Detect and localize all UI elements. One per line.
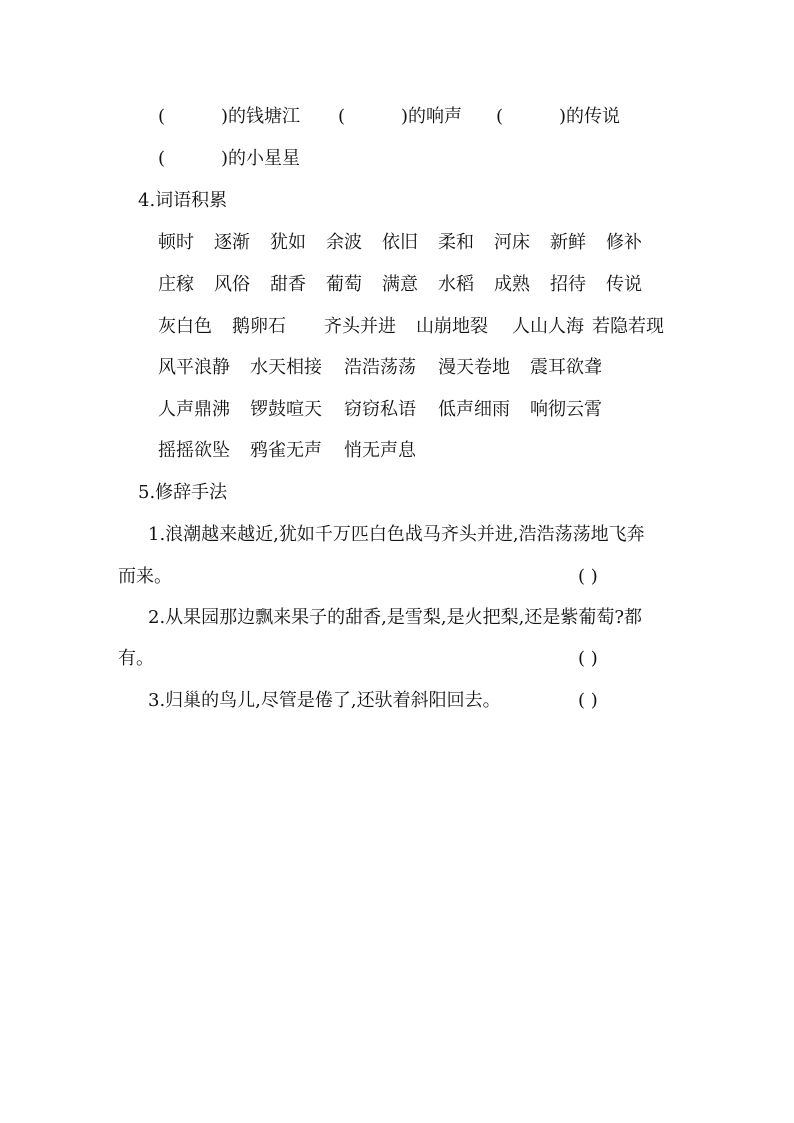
word-row-3 <box>158 316 664 338</box>
section-5-title: 5.修辞手法 <box>138 482 228 503</box>
word: 人声鼎沸 <box>158 399 230 420</box>
word: 鹅卵石 <box>232 316 286 337</box>
word: 齐头并进 <box>324 316 396 337</box>
word-row-2 <box>158 274 642 296</box>
word: 摇摇欲坠 <box>158 440 230 461</box>
word: 鸦雀无声 <box>250 440 322 461</box>
word: 庄稼 <box>158 274 194 295</box>
paren-open: ( <box>158 106 166 127</box>
word: 顿时 <box>158 232 194 253</box>
word: 犹如 <box>270 232 306 253</box>
word: 修补 <box>606 232 642 253</box>
word: 逐渐 <box>214 232 250 253</box>
word: 锣鼓喧天 <box>250 399 322 420</box>
word: 成熟 <box>494 274 530 295</box>
word: 低声细雨 <box>438 399 510 420</box>
word: 招待 <box>550 274 586 295</box>
rhetoric-item-3-line1: 3.归巢的鸟儿,尽管是倦了,还驮着斜阳回去。 <box>148 690 501 711</box>
rhetoric-item-2-line1: 2.从果园那边飘来果子的甜香,是雪梨,是火把梨,还是紫葡萄?都 <box>148 607 642 628</box>
rhetoric-item-1-line1: 1.浪潮越来越近,犹如千万匹白色战马齐头并进,浩浩荡荡地飞奔 <box>148 524 645 545</box>
word-row-6 <box>158 440 416 462</box>
word-row-1 <box>158 232 642 254</box>
blank-row-2 <box>158 148 300 170</box>
word-row-4 <box>158 357 602 379</box>
blank-row-1 <box>158 106 300 128</box>
word: 水稻 <box>438 274 474 295</box>
word: 灰白色 <box>158 316 212 337</box>
word: 柔和 <box>438 232 474 253</box>
word: 新鲜 <box>550 232 586 253</box>
blank-row-1b <box>338 106 462 128</box>
section-4-title: 4.词语积累 <box>138 190 228 211</box>
paren-open: ( <box>338 106 346 127</box>
word: 甜香 <box>270 274 306 295</box>
phrase-chuanshuo: )的传说 <box>559 106 621 127</box>
word-row-5 <box>158 399 602 421</box>
word: 满意 <box>382 274 418 295</box>
word: 悄无声息 <box>344 440 416 461</box>
word: 响彻云霄 <box>530 399 602 420</box>
paren-open: ( <box>158 148 166 169</box>
phrase-xiangsheng: )的响声 <box>401 106 463 127</box>
word: 河床 <box>494 232 530 253</box>
word: 风俗 <box>214 274 250 295</box>
rhetoric-item-2-line2: 有。 <box>118 648 154 669</box>
word: 依旧 <box>382 232 418 253</box>
blank-row-1c <box>496 106 620 128</box>
rhetoric-item-1-answer[interactable]: ( ) <box>578 566 598 587</box>
word: 人山人海 <box>512 316 584 337</box>
paren-open: ( <box>496 106 504 127</box>
word: 漫天卷地 <box>438 357 510 378</box>
word: 浩浩荡荡 <box>344 357 416 378</box>
word: 余波 <box>326 232 362 253</box>
word: 若隐若现 <box>592 316 664 337</box>
rhetoric-item-1-line2: 而来。 <box>118 566 172 587</box>
word: 水天相接 <box>250 357 322 378</box>
word: 窃窃私语 <box>344 399 416 420</box>
rhetoric-item-2-answer[interactable]: ( ) <box>578 648 598 669</box>
phrase-qiantang: )的钱塘江 <box>221 106 301 127</box>
word: 山崩地裂 <box>416 316 488 337</box>
word: 风平浪静 <box>158 357 230 378</box>
word: 传说 <box>606 274 642 295</box>
rhetoric-item-3-answer[interactable]: ( ) <box>578 690 598 711</box>
word: 震耳欲聋 <box>530 357 602 378</box>
word: 葡萄 <box>326 274 362 295</box>
phrase-xiaoxingxing: )的小星星 <box>221 148 301 169</box>
